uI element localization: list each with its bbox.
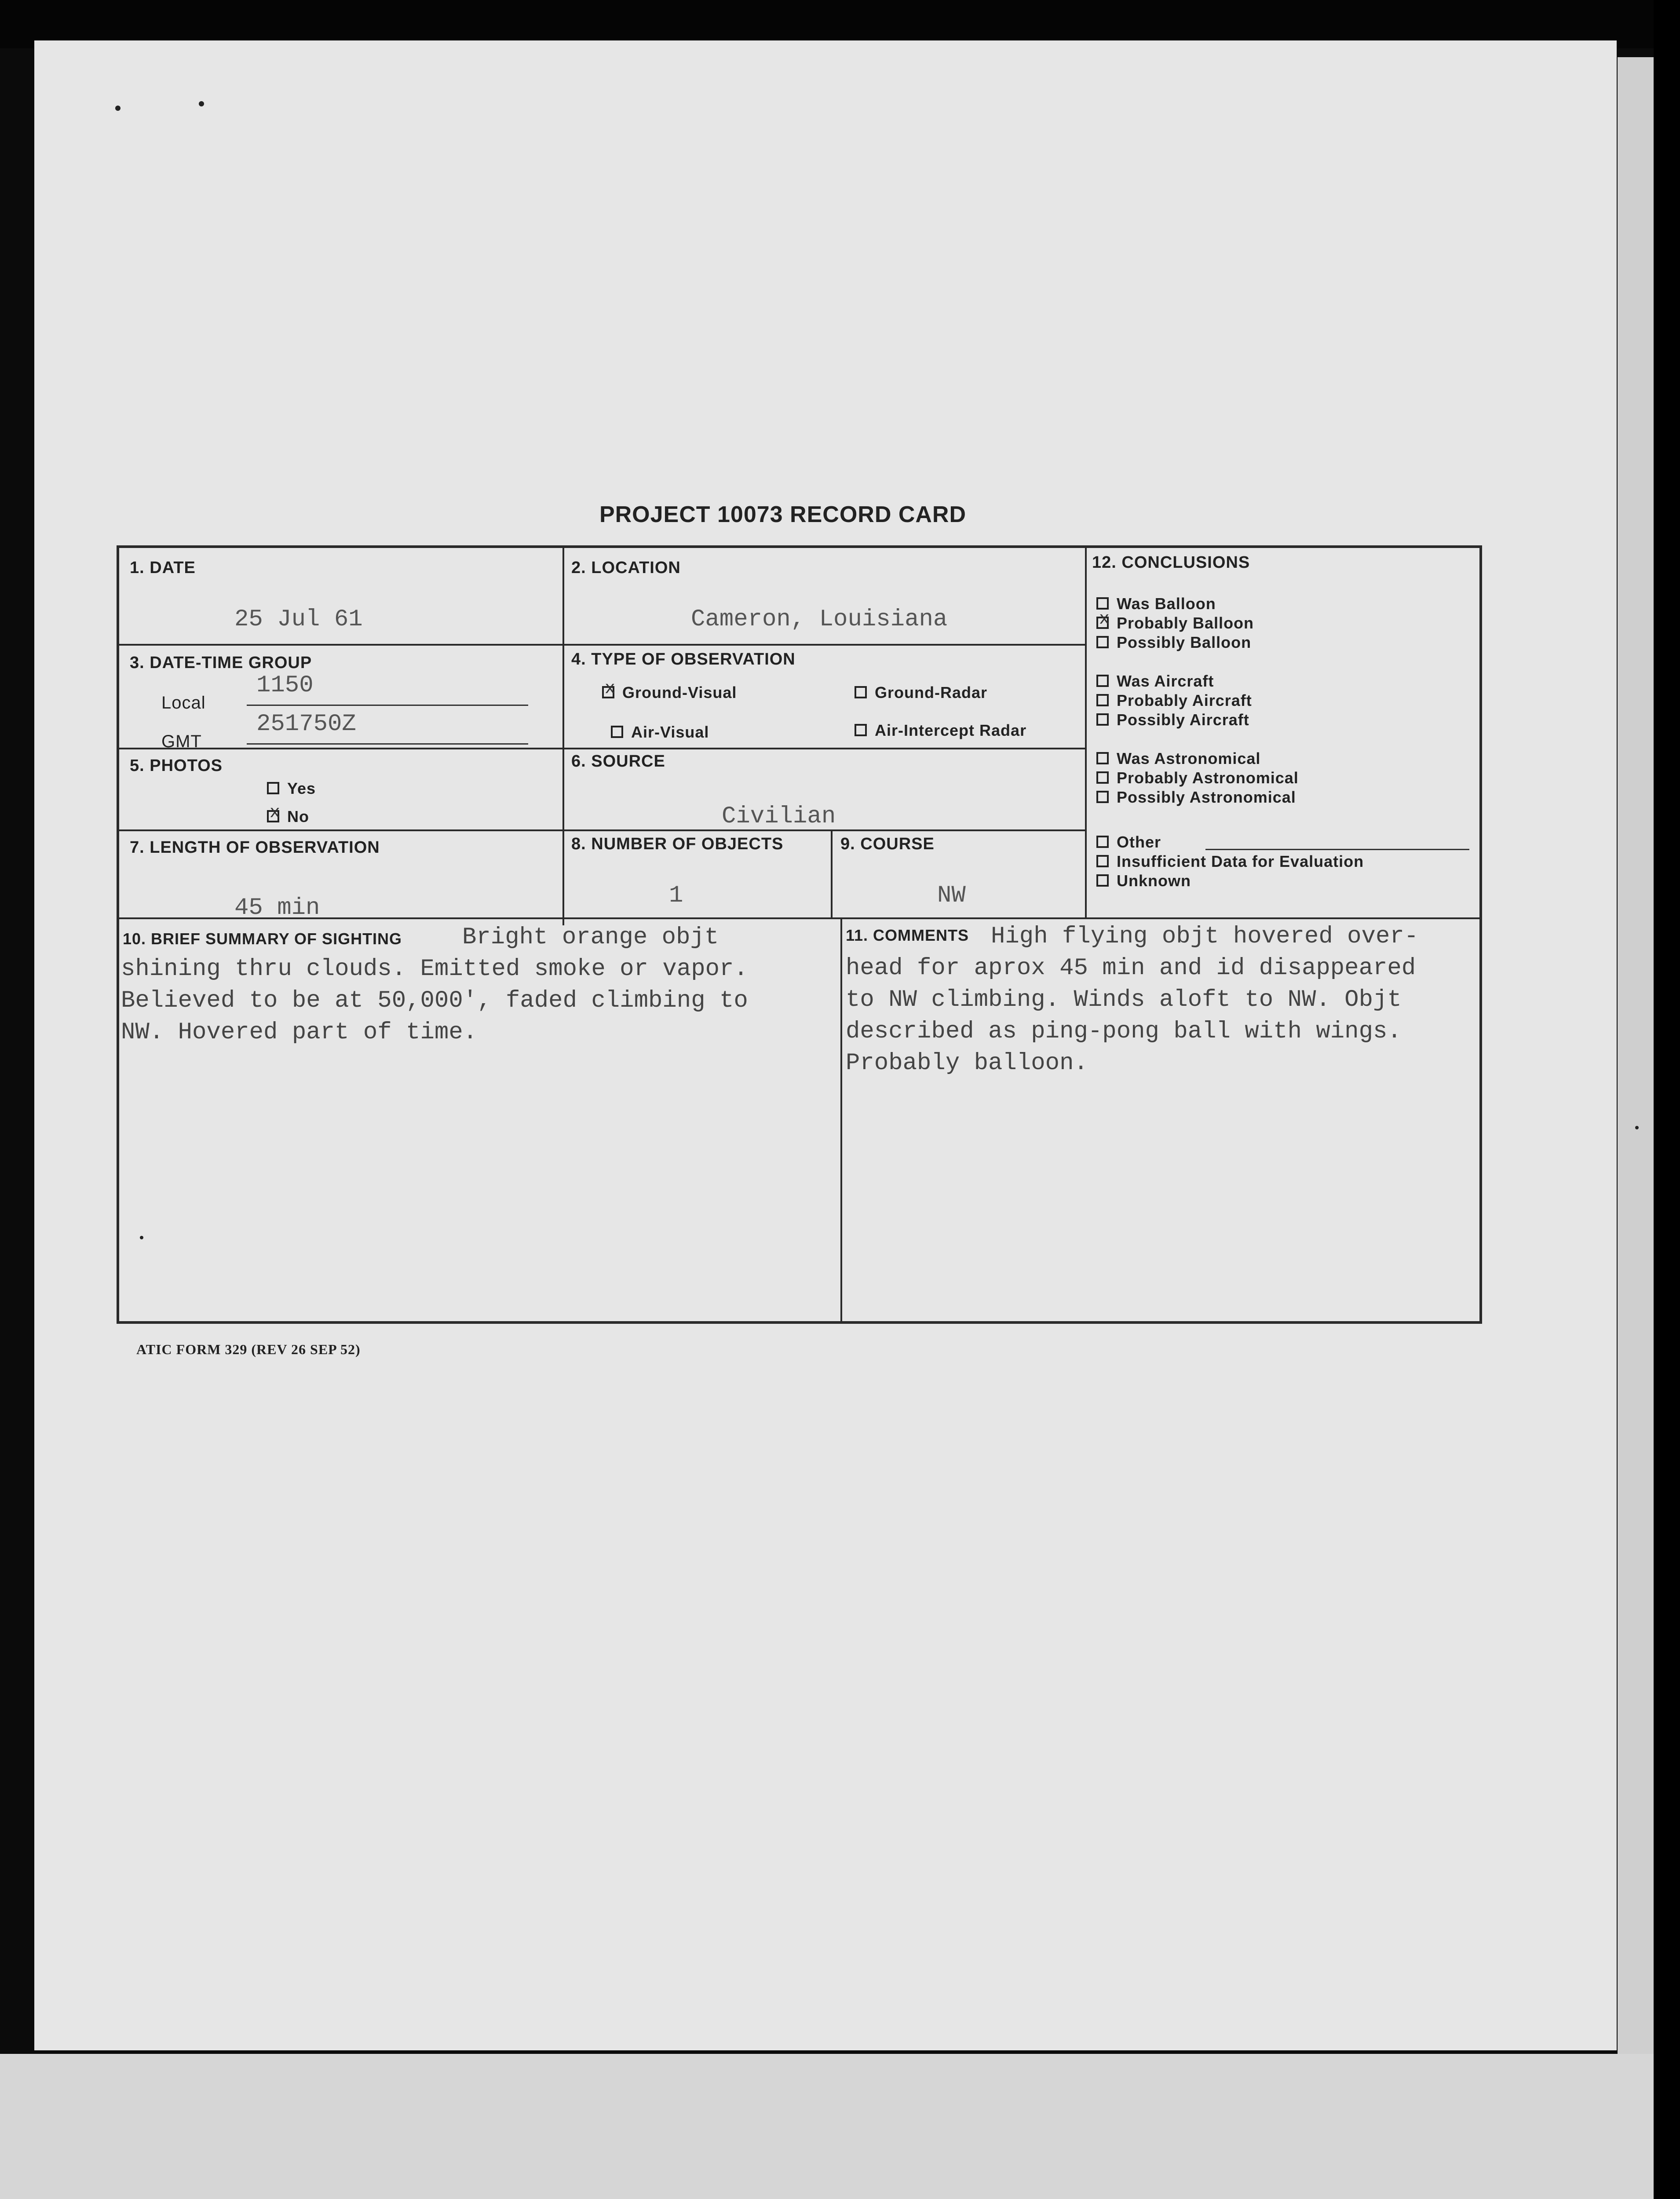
record-card-title: PROJECT 10073 RECORD CARD [599, 502, 967, 527]
other-label: Other [1117, 833, 1161, 851]
photos-yes-checkbox [267, 782, 279, 794]
local-label: Local [161, 693, 206, 712]
photos-yes-label: Yes [287, 779, 316, 797]
was-astronomical-option [1096, 749, 1260, 768]
ground-radar-label: Ground-Radar [875, 683, 988, 701]
possibly-astronomical-option [1096, 788, 1296, 807]
record-card [117, 545, 1482, 1324]
air-intercept-radar-option [855, 721, 1026, 740]
film-lower-strip [0, 2054, 1654, 2199]
ground-visual-option [602, 683, 737, 702]
location-value: Cameron, Louisiana [691, 606, 948, 633]
probably-aircraft-label: Probably Aircraft [1117, 691, 1252, 709]
ground-radar-checkbox [855, 686, 867, 698]
comments-line-2: head for aprox 45 min and id disappeared [846, 955, 1416, 982]
brief-summary-line-4: NW. Hovered part of time. [121, 1019, 478, 1046]
divider-objects-course [831, 829, 833, 917]
air-visual-label: Air-Visual [631, 723, 709, 741]
insufficient-data-option [1096, 852, 1364, 871]
possibly-astronomical-label: Possibly Astronomical [1117, 788, 1296, 806]
probably-astronomical-checkbox [1096, 771, 1109, 784]
divider-row1-left [119, 644, 1085, 646]
divider-row4 [119, 917, 1480, 919]
was-astronomical-label: Was Astronomical [1117, 749, 1261, 767]
conclusions-label: 12. CONCLUSIONS [1092, 553, 1250, 572]
unknown-option [1096, 872, 1191, 890]
air-intercept-radar-label: Air-Intercept Radar [875, 721, 1027, 739]
local-underline [247, 705, 528, 706]
gmt-label: GMT [161, 732, 202, 751]
comments-line-1: High flying objt hovered over- [991, 923, 1419, 950]
number-of-objects-label: 8. NUMBER OF OBJECTS [571, 835, 784, 853]
was-aircraft-checkbox [1096, 675, 1109, 687]
other-checkbox [1096, 836, 1109, 848]
source-label: 6. SOURCE [571, 752, 665, 771]
unknown-checkbox [1096, 874, 1109, 887]
ground-visual-label: Ground-Visual [622, 683, 737, 701]
gmt-underline [247, 743, 528, 745]
was-aircraft-label: Was Aircraft [1117, 672, 1214, 690]
probably-aircraft-option [1096, 691, 1252, 710]
was-balloon-option [1096, 595, 1216, 613]
comments-label: 11. COMMENTS [846, 926, 969, 944]
divider-summary-comments [840, 917, 842, 1322]
divider-col1 [562, 548, 564, 925]
unknown-label: Unknown [1117, 872, 1191, 890]
possibly-balloon-label: Possibly Balloon [1117, 633, 1252, 651]
air-visual-checkbox [611, 726, 623, 738]
sheet-edge-shadow [1618, 57, 1654, 2054]
was-astronomical-checkbox [1096, 752, 1109, 764]
date-label: 1. DATE [130, 559, 196, 577]
probably-balloon-label: Probably Balloon [1117, 614, 1254, 632]
possibly-balloon-checkbox [1096, 636, 1109, 648]
course-label: 9. COURSE [840, 835, 935, 853]
brief-summary-line-3: Believed to be at 50,000', faded climbing to [121, 987, 748, 1014]
probably-astronomical-label: Probably Astronomical [1117, 769, 1299, 787]
comments-line-5: Probably balloon. [846, 1050, 1088, 1077]
other-option [1096, 833, 1161, 851]
probably-astronomical-option [1096, 769, 1299, 787]
comments-line-4: described as ping-pong ball with wings. [846, 1018, 1402, 1045]
was-balloon-checkbox [1096, 597, 1109, 610]
number-of-objects-value: 1 [669, 882, 683, 909]
insufficient-data-checkbox [1096, 855, 1109, 867]
ground-radar-option [855, 683, 987, 702]
comments-line-3: to NW climbing. Winds aloft to NW. Objt [846, 986, 1402, 1013]
air-intercept-radar-checkbox [855, 724, 867, 736]
was-balloon-label: Was Balloon [1117, 595, 1216, 613]
type-of-observation-label: 4. TYPE OF OBSERVATION [571, 650, 796, 668]
possibly-astronomical-checkbox [1096, 791, 1109, 803]
date-value: 25 Jul 61 [234, 606, 363, 633]
possibly-balloon-option [1096, 633, 1251, 652]
other-underline [1205, 849, 1469, 850]
possibly-aircraft-label: Possibly Aircraft [1117, 711, 1249, 729]
probably-aircraft-checkbox [1096, 694, 1109, 706]
photos-no-option [267, 807, 309, 826]
probably-balloon-option [1096, 614, 1254, 632]
divider-row2-left [119, 748, 1085, 749]
gmt-time-value: 251750Z [256, 711, 356, 738]
film-border-right [1654, 0, 1680, 2199]
source-value: Civilian [722, 803, 836, 830]
photos-no-checkbox [267, 810, 279, 822]
divider-col2 [1085, 548, 1087, 917]
photos-yes-option [267, 779, 316, 798]
brief-summary-line-2: shining thru clouds. Emitted smoke or vapor. [121, 956, 748, 983]
divider-row3-left [119, 829, 1085, 831]
date-time-group-label: 3. DATE-TIME GROUP [130, 654, 312, 672]
probably-balloon-checkbox [1096, 617, 1109, 629]
course-value: NW [937, 882, 966, 909]
photos-no-label: No [287, 807, 309, 826]
possibly-aircraft-checkbox [1096, 713, 1109, 726]
length-of-observation-value: 45 min [234, 895, 320, 921]
ground-visual-checkbox [602, 686, 614, 698]
was-aircraft-option [1096, 672, 1214, 690]
location-label: 2. LOCATION [571, 559, 681, 577]
photos-label: 5. PHOTOS [130, 756, 223, 775]
form-identifier: ATIC FORM 329 (REV 26 SEP 52) [136, 1341, 361, 1357]
local-time-value: 1150 [256, 672, 314, 699]
brief-summary-line-1: Bright orange objt [462, 924, 719, 951]
insufficient-data-label: Insufficient Data for Evaluation [1117, 852, 1364, 870]
possibly-aircraft-option [1096, 711, 1249, 729]
brief-summary-label: 10. BRIEF SUMMARY OF SIGHTING [123, 930, 402, 948]
air-visual-option [611, 723, 709, 742]
length-of-observation-label: 7. LENGTH OF OBSERVATION [130, 838, 380, 857]
